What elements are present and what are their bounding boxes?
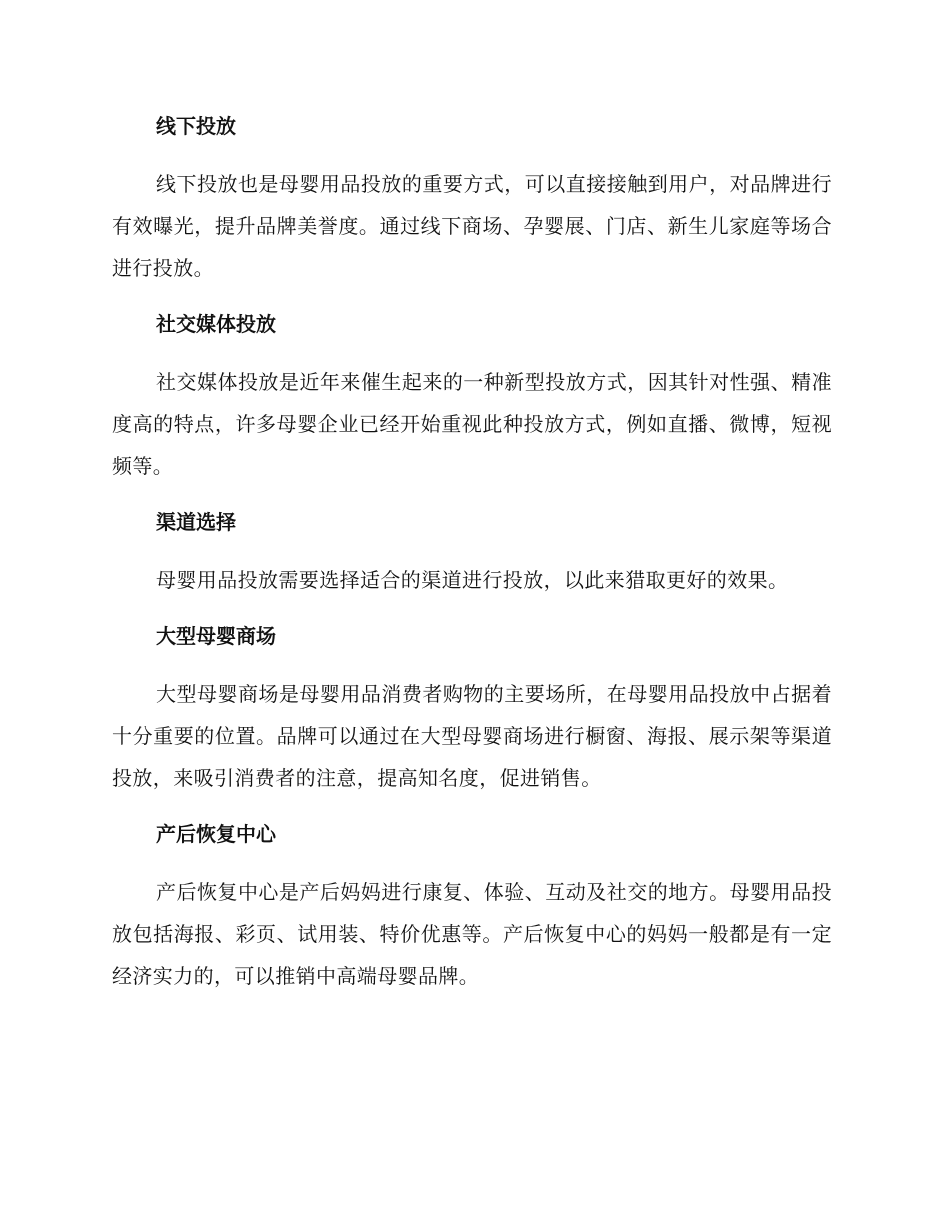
section-paragraph: 线下投放也是母婴用品投放的重要方式，可以直接接触到用户，对品牌进行有效曝光，提升品牌美誉度。通过线下商场、孕婴展、门店、新生儿家庭等场合进行投放。 <box>112 172 832 280</box>
document-page <box>112 107 832 1013</box>
section-heading: 产后恢复中心 <box>156 822 276 846</box>
section-postpartum-center <box>112 815 832 997</box>
section-social-media <box>112 305 832 487</box>
section-heading: 大型母婴商场 <box>156 624 276 648</box>
section-heading: 线下投放 <box>156 114 236 138</box>
section-heading: 社交媒体投放 <box>156 312 276 336</box>
section-paragraph: 社交媒体投放是近年来催生起来的一种新型投放方式，因其针对性强、精准度高的特点，许多母婴企业已经开始重视此种投放方式，例如直播、微博，短视频等。 <box>112 370 832 478</box>
section-paragraph: 母婴用品投放需要选择适合的渠道进行投放，以此来猎取更好的效果。 <box>156 568 789 592</box>
section-large-mall <box>112 617 832 799</box>
section-paragraph: 产后恢复中心是产后妈妈进行康复、体验、互动及社交的地方。母婴用品投放包括海报、彩页、试用装、特价优惠等。产后恢复中心的妈妈一般都是有一定经济实力的，可以推销中高端母婴品牌。 <box>112 880 832 988</box>
section-heading: 渠道选择 <box>156 510 236 534</box>
section-channel-selection <box>112 503 832 601</box>
section-offline <box>112 107 832 289</box>
section-paragraph: 大型母婴商场是母婴用品消费者购物的主要场所，在母婴用品投放中占据着十分重要的位置。品牌可以通过在大型母婴商场进行橱窗、海报、展示架等渠道投放，来吸引消费者的注意，提高知名度，促进销售。 <box>112 682 832 790</box>
